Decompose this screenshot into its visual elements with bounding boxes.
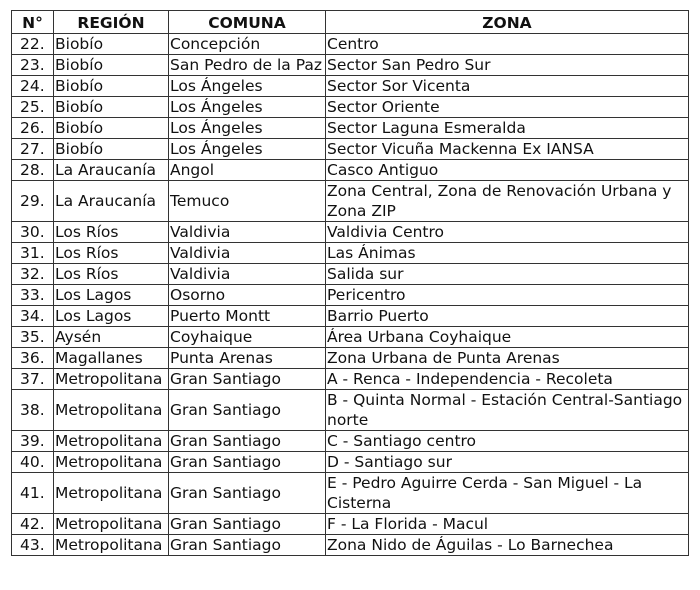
cell-region: La Araucanía [54, 181, 169, 222]
cell-num: 24. [12, 76, 54, 97]
cell-zona: Las Ánimas [326, 243, 689, 264]
table-row [12, 514, 689, 535]
table-row [12, 139, 689, 160]
cell-region: Los Ríos [54, 243, 169, 264]
cell-num: 32. [12, 264, 54, 285]
cell-region: Metropolitana [54, 452, 169, 473]
cell-comuna: Los Ángeles [169, 97, 326, 118]
cell-region: Aysén [54, 327, 169, 348]
table-row [12, 76, 689, 97]
table-row [12, 97, 689, 118]
table-row [12, 452, 689, 473]
cell-num: 30. [12, 222, 54, 243]
cell-num: 39. [12, 431, 54, 452]
cell-zona: Sector Sor Vicenta [326, 76, 689, 97]
cell-comuna: Angol [169, 160, 326, 181]
table-row [12, 473, 689, 514]
cell-num: 35. [12, 327, 54, 348]
cell-region: Metropolitana [54, 473, 169, 514]
header-region: REGIÓN [54, 11, 169, 34]
cell-zona: Sector Vicuña Mackenna Ex IANSA [326, 139, 689, 160]
cell-zona: Centro [326, 34, 689, 55]
table-row [12, 369, 689, 390]
table-row [12, 222, 689, 243]
cell-zona: Salida sur [326, 264, 689, 285]
table-header-row [12, 11, 689, 34]
cell-zona: Casco Antiguo [326, 160, 689, 181]
cell-region: Los Ríos [54, 222, 169, 243]
cell-num: 34. [12, 306, 54, 327]
cell-comuna: Gran Santiago [169, 514, 326, 535]
table-row [12, 285, 689, 306]
cell-zona: Sector Laguna Esmeralda [326, 118, 689, 139]
cell-zona: Zona Urbana de Punta Arenas [326, 348, 689, 369]
table-row [12, 181, 689, 222]
cell-comuna: Concepción [169, 34, 326, 55]
cell-comuna: Valdivia [169, 264, 326, 285]
cell-comuna: Los Ángeles [169, 76, 326, 97]
cell-num: 31. [12, 243, 54, 264]
table-row [12, 34, 689, 55]
cell-num: 23. [12, 55, 54, 76]
table-row [12, 390, 689, 431]
cell-comuna: Punta Arenas [169, 348, 326, 369]
cell-region: Biobío [54, 118, 169, 139]
cell-comuna: Gran Santiago [169, 390, 326, 431]
table-row [12, 348, 689, 369]
cell-comuna: Gran Santiago [169, 452, 326, 473]
cell-region: Metropolitana [54, 369, 169, 390]
cell-zona: Área Urbana Coyhaique [326, 327, 689, 348]
cell-comuna: Osorno [169, 285, 326, 306]
cell-zona: Zona Central, Zona de Renovación Urbana y Zona ZIP [326, 181, 689, 222]
cell-num: 25. [12, 97, 54, 118]
cell-zona: Sector Oriente [326, 97, 689, 118]
cell-region: Biobío [54, 76, 169, 97]
cell-comuna: Gran Santiago [169, 535, 326, 556]
cell-zona: Sector San Pedro Sur [326, 55, 689, 76]
cell-region: Metropolitana [54, 390, 169, 431]
cell-comuna: Gran Santiago [169, 369, 326, 390]
cell-num: 33. [12, 285, 54, 306]
header-comuna: COMUNA [169, 11, 326, 34]
cell-comuna: Los Ángeles [169, 118, 326, 139]
cell-region: Biobío [54, 97, 169, 118]
cell-comuna: San Pedro de la Paz [169, 55, 326, 76]
cell-num: 22. [12, 34, 54, 55]
cell-comuna: Valdivia [169, 243, 326, 264]
cell-region: Biobío [54, 55, 169, 76]
cell-num: 43. [12, 535, 54, 556]
table-row [12, 327, 689, 348]
cell-region: Biobío [54, 34, 169, 55]
cell-region: Los Lagos [54, 306, 169, 327]
cell-region: Los Ríos [54, 264, 169, 285]
cell-region: Metropolitana [54, 514, 169, 535]
table-row [12, 431, 689, 452]
cell-zona: Pericentro [326, 285, 689, 306]
table-row [12, 55, 689, 76]
table-row [12, 535, 689, 556]
cell-comuna: Los Ángeles [169, 139, 326, 160]
cell-num: 37. [12, 369, 54, 390]
cell-zona: C - Santiago centro [326, 431, 689, 452]
cell-region: Magallanes [54, 348, 169, 369]
table-row [12, 306, 689, 327]
cell-num: 42. [12, 514, 54, 535]
cell-comuna: Gran Santiago [169, 473, 326, 514]
cell-zona: B - Quinta Normal - Estación Central-Santiago norte [326, 390, 689, 431]
cell-zona: Barrio Puerto [326, 306, 689, 327]
header-num: N° [12, 11, 54, 34]
cell-comuna: Puerto Montt [169, 306, 326, 327]
cell-comuna: Gran Santiago [169, 431, 326, 452]
cell-region: Metropolitana [54, 535, 169, 556]
cell-num: 36. [12, 348, 54, 369]
table-row [12, 243, 689, 264]
cell-num: 41. [12, 473, 54, 514]
cell-num: 28. [12, 160, 54, 181]
cell-zona: D - Santiago sur [326, 452, 689, 473]
cell-zona: Zona Nido de Águilas - Lo Barnechea [326, 535, 689, 556]
cell-num: 38. [12, 390, 54, 431]
cell-zona: F - La Florida - Macul [326, 514, 689, 535]
cell-region: Metropolitana [54, 431, 169, 452]
header-zona: ZONA [326, 11, 689, 34]
table-row [12, 118, 689, 139]
cell-num: 27. [12, 139, 54, 160]
table-body [12, 34, 689, 556]
table-row [12, 160, 689, 181]
cell-region: La Araucanía [54, 160, 169, 181]
cell-zona: E - Pedro Aguirre Cerda - San Miguel - La Cisterna [326, 473, 689, 514]
cell-num: 26. [12, 118, 54, 139]
cell-comuna: Valdivia [169, 222, 326, 243]
cell-region: Los Lagos [54, 285, 169, 306]
cell-comuna: Temuco [169, 181, 326, 222]
cell-zona: A - Renca - Independencia - Recoleta [326, 369, 689, 390]
cell-region: Biobío [54, 139, 169, 160]
zones-table [11, 10, 689, 556]
cell-comuna: Coyhaique [169, 327, 326, 348]
cell-num: 29. [12, 181, 54, 222]
cell-num: 40. [12, 452, 54, 473]
table-row [12, 264, 689, 285]
cell-zona: Valdivia Centro [326, 222, 689, 243]
